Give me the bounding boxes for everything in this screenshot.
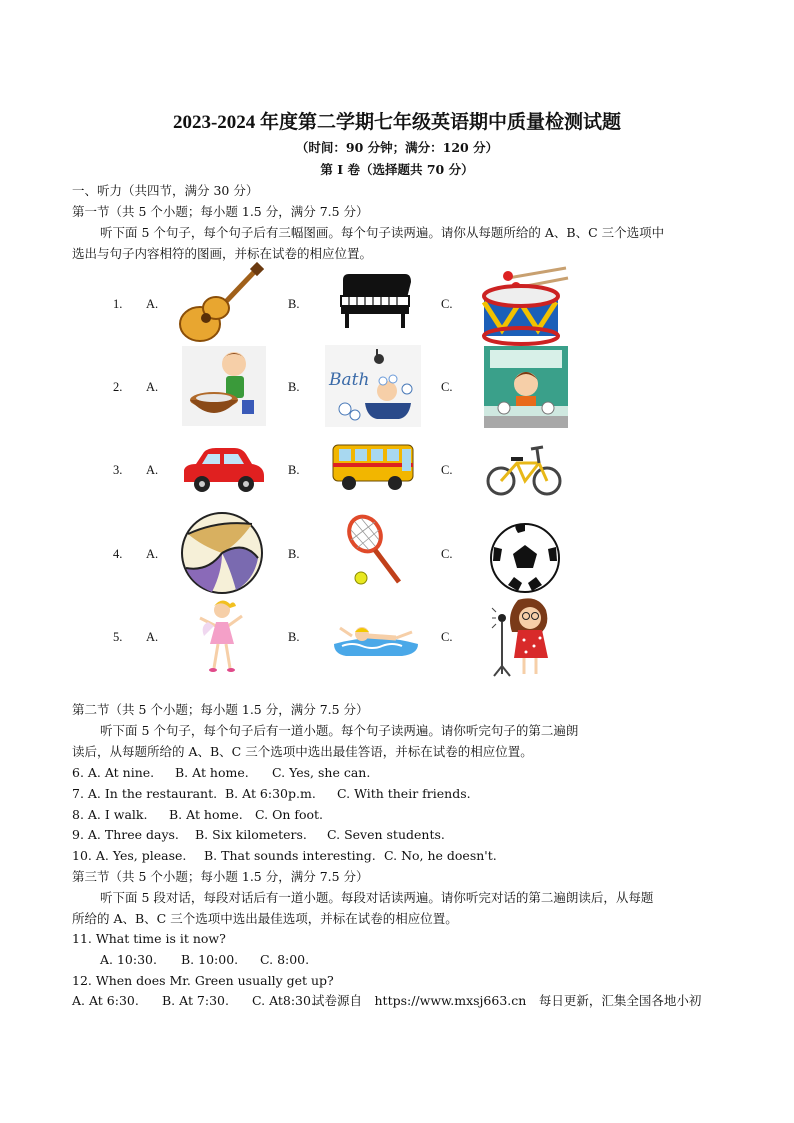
car-icon[interactable] bbox=[180, 446, 266, 496]
option-a-label: A. bbox=[146, 297, 159, 311]
section1-instructions-1: 听下面 5 个句子，每个句子后有三幅图画。每个句子读两遍。请你从每题所给的 A、B、C 三个选项中 bbox=[100, 225, 665, 240]
singing-girl-icon[interactable] bbox=[488, 594, 558, 678]
section1-title: 第一节（共 5 个小题；每小题 1.5 分，满分 7.5 分） bbox=[72, 204, 369, 219]
volleyball-icon[interactable] bbox=[178, 510, 266, 596]
source-note: 试卷源自 https://www.mxsj663.cn 每日更新，汇集全国各地小初 bbox=[312, 993, 702, 1008]
part1-title: 一、听力（共四节，满分 30 分） bbox=[72, 183, 259, 198]
option-a-label: A. bbox=[146, 380, 159, 394]
section2-instructions-1: 听下面 5 个句子，每个句子后有一道小题。每个句子读两遍。请你听完句子的第二遍朗 bbox=[100, 723, 579, 738]
option-b-label: B. bbox=[288, 630, 300, 644]
bath-icon[interactable] bbox=[325, 345, 421, 427]
section3-instructions-1: 听下面 5 段对话，每段对话后有一道小题。每段对话读两遍。请你听完对话的第二遍朗读后，从每题 bbox=[100, 890, 654, 905]
option-b[interactable]: B. At home. bbox=[175, 765, 249, 780]
option-c-label: C. bbox=[441, 297, 453, 311]
option-a-label: A. bbox=[146, 463, 159, 477]
guitar-icon[interactable] bbox=[178, 262, 264, 344]
option-c[interactable]: C. 8:00. bbox=[260, 952, 310, 967]
question-number: 1. bbox=[113, 297, 123, 311]
option-a-label: A. bbox=[146, 547, 159, 561]
option-a-label: A. bbox=[146, 630, 159, 644]
option-c[interactable]: C. With their friends. bbox=[337, 786, 471, 801]
section3-title: 第三节（共 5 个小题；每小题 1.5 分，满分 7.5 分） bbox=[72, 869, 369, 884]
option-b[interactable]: B. Six kilometers. bbox=[195, 827, 307, 842]
question-number: 2. bbox=[113, 380, 123, 394]
question-12: 12. When does Mr. Green usually get up? bbox=[72, 973, 334, 988]
option-b[interactable]: B. At 7:30. bbox=[162, 993, 229, 1008]
option-a[interactable]: 8. A. I walk. bbox=[72, 807, 148, 822]
option-a[interactable]: A. 10:30. bbox=[100, 952, 157, 967]
tennis-icon[interactable] bbox=[345, 512, 403, 594]
time-info: （时间：90 分钟；满分：120 分） bbox=[295, 140, 499, 155]
option-c[interactable]: C. Seven students. bbox=[327, 827, 445, 842]
option-c[interactable]: C. At8:30. bbox=[252, 993, 315, 1008]
option-b-label: B. bbox=[288, 380, 300, 394]
option-a[interactable]: 6. A. At nine. bbox=[72, 765, 155, 780]
option-a[interactable]: 9. A. Three days. bbox=[72, 827, 179, 842]
option-a[interactable]: 10. A. Yes, please. bbox=[72, 848, 187, 863]
bath-word: Bath bbox=[329, 370, 370, 390]
piano-icon[interactable] bbox=[335, 270, 415, 330]
option-c[interactable]: C. No, he doesn't. bbox=[384, 848, 497, 863]
section3-instructions-2: 所给的 A、B、C 三个选项中选出最佳选项，并标在试卷的相应位置。 bbox=[72, 911, 458, 926]
question-number: 5. bbox=[113, 630, 123, 644]
option-b[interactable]: B. At home. bbox=[169, 807, 243, 822]
option-b-label: B. bbox=[288, 463, 300, 477]
section2-instructions-2: 读后，从每题所给的 A、B、C 三个选项中选出最佳答语，并标在试卷的相应位置。 bbox=[72, 744, 533, 759]
option-c[interactable]: C. On foot. bbox=[255, 807, 324, 822]
washing-dishes-icon[interactable] bbox=[484, 346, 568, 428]
washing-clothes-icon[interactable] bbox=[182, 346, 266, 426]
swimming-icon[interactable] bbox=[332, 618, 420, 658]
option-b-label: B. bbox=[288, 547, 300, 561]
option-c-label: C. bbox=[441, 547, 453, 561]
option-b[interactable]: B. That sounds interesting. bbox=[204, 848, 376, 863]
bike-icon[interactable] bbox=[485, 441, 565, 499]
section2-title: 第二节（共 5 个小题；每小题 1.5 分，满分 7.5 分） bbox=[72, 702, 369, 717]
option-c[interactable]: C. Yes, she can. bbox=[272, 765, 371, 780]
question-number: 4. bbox=[113, 547, 123, 561]
option-c-label: C. bbox=[441, 463, 453, 477]
option-b[interactable]: B. At 6:30p.m. bbox=[225, 786, 316, 801]
bus-icon[interactable] bbox=[331, 441, 415, 491]
page-title: 2023-2024 年度第二学期七年级英语期中质量检测试题 bbox=[172, 112, 622, 133]
volume-heading: 第 Ⅰ 卷（选择题共 70 分） bbox=[320, 162, 474, 177]
dancing-girl-icon[interactable] bbox=[196, 596, 246, 678]
option-c-label: C. bbox=[441, 630, 453, 644]
section1-instructions-2: 选出与句子内容相符的图画，并标在试卷的相应位置。 bbox=[72, 246, 373, 261]
question-number: 3. bbox=[113, 463, 123, 477]
option-c-label: C. bbox=[441, 380, 453, 394]
option-a[interactable]: 7. A. In the restaurant. bbox=[72, 786, 218, 801]
option-a[interactable]: A. At 6:30. bbox=[72, 993, 139, 1008]
option-b-label: B. bbox=[288, 297, 300, 311]
question-11: 11. What time is it now? bbox=[72, 931, 226, 946]
drum-icon[interactable] bbox=[478, 264, 570, 346]
option-b[interactable]: B. 10:00. bbox=[181, 952, 239, 967]
soccer-ball-icon[interactable] bbox=[488, 521, 562, 595]
